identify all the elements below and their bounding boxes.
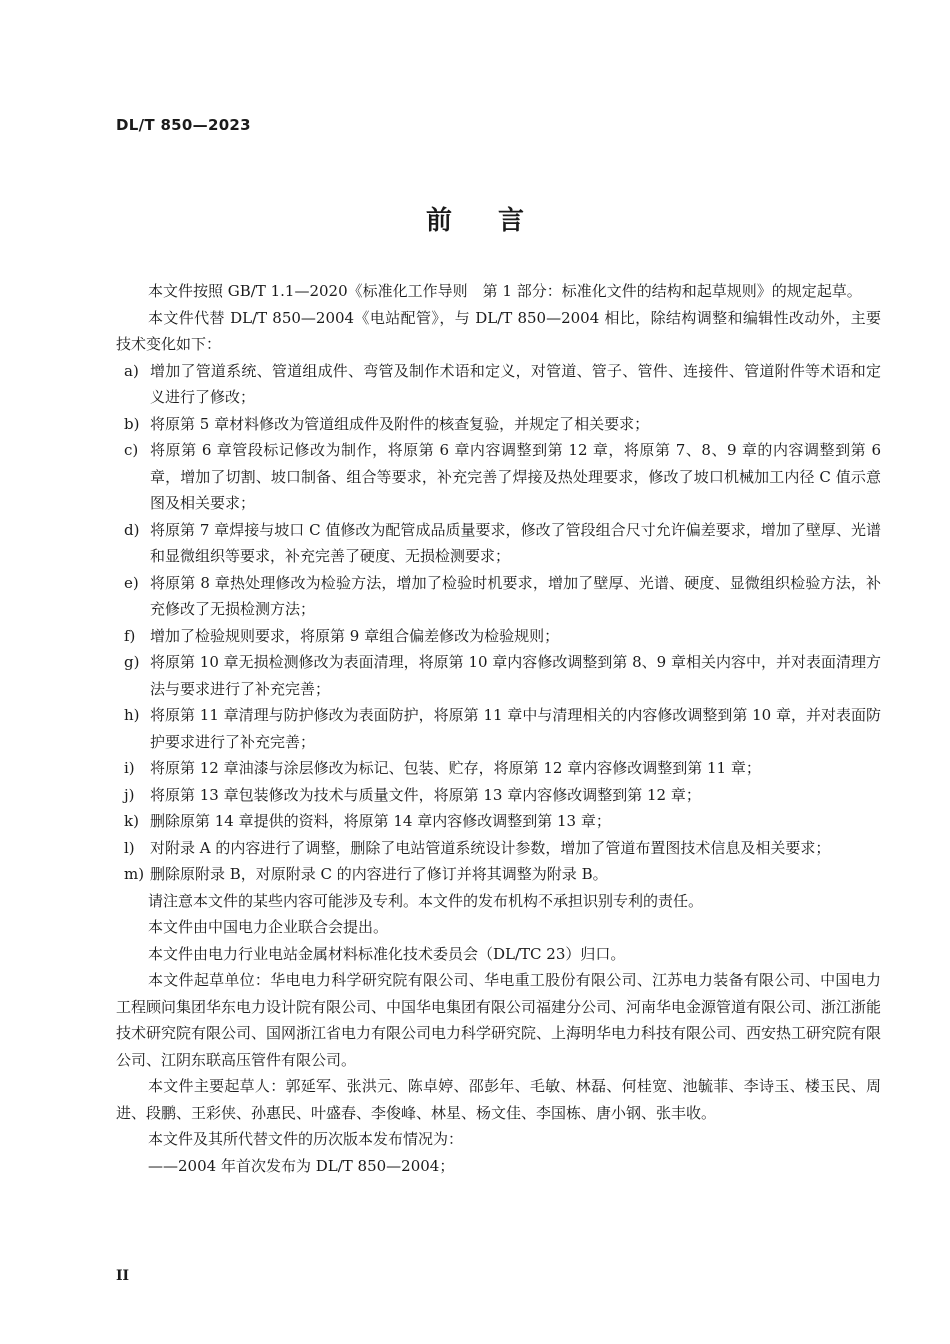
list-item-text: 将原第 5 章材料修改为管道组成件及附件的核查复验，并规定了相关要求； bbox=[150, 414, 650, 433]
list-item-text: 将原第 13 章包装修改为技术与质量文件，将原第 13 章内容修改调整到第 12 章； bbox=[150, 785, 701, 804]
list-item-text: 将原第 11 章清理与防护修改为表面防护，将原第 11 章中与清理相关的内容修改调整到第 10 章，并对表面防护要求进行了补充完善； bbox=[150, 706, 881, 751]
list-item-text: 将原第 6 章管段标记修改为制作，将原第 6 章内容调整到第 12 章，将原第 7、8、9 章的内容调整到第 6 章，增加了切割、坡口制备、组合等要求，补充完善了焊接及热处理要求，修改了坡口机械加工内径 C 值示意图及相关要求； bbox=[150, 441, 881, 512]
list-item-text: 增加了检验规则要求，将原第 9 章组合偏差修改为检验规则； bbox=[150, 626, 560, 645]
list-marker: j) bbox=[124, 785, 135, 804]
list-item bbox=[116, 835, 881, 862]
page-number: II bbox=[116, 1268, 130, 1284]
list-marker: i) bbox=[124, 759, 135, 777]
list-item bbox=[116, 702, 881, 755]
list-item bbox=[116, 782, 881, 809]
list-item bbox=[116, 437, 881, 517]
list-item-text: 增加了管道系统、管道组成件、弯管及制作术语和定义，对管道、管子、管件、连接件、管道附件等术语和定义进行了修改； bbox=[150, 361, 881, 406]
list-item bbox=[116, 755, 881, 782]
intro-paragraph: 本文件代替 DL/T 850—2004《电站配管》，与 DL/T 850—2004 相比，除结构调整和编辑性改动外，主要技术变化如下： bbox=[116, 308, 881, 353]
version-history-heading: 本文件及其所代替文件的历次版本发布情况为： bbox=[148, 1130, 464, 1148]
list-marker: f) bbox=[124, 626, 136, 645]
list-item-text: 将原第 10 章无损检测修改为表面清理，将原第 10 章内容修改调整到第 8、9 章相关内容中，并对表面清理方法与要求进行了补充完善； bbox=[150, 653, 881, 698]
list-marker: m) bbox=[124, 865, 145, 883]
patent-notice: 请注意本文件的某些内容可能涉及专利。本文件的发布机构不承担识别专利的责任。 bbox=[148, 891, 704, 910]
change-list bbox=[116, 358, 881, 888]
page-title: 前言 bbox=[425, 206, 570, 236]
drafting-organizations: 本文件起草单位：华电电力科学研究院有限公司、华电重工股份有限公司、江苏电力装备有限公司、中国电力工程顾问集团华东电力设计院有限公司、中国华电集团有限公司福建分公司、河南华电金源管道有限公司、浙江浙能技术研究院有限公司、国网浙江省电力有限公司电力科学研究院、上海明华电力科技有限公司、西安热工研究院有限公司、江阴东联高压管件有限公司。 bbox=[116, 971, 882, 1069]
list-marker: k) bbox=[124, 812, 139, 830]
version-history-item: ——2004 年首次发布为 DL/T 850—2004； bbox=[148, 1156, 455, 1175]
list-item bbox=[116, 411, 881, 438]
list-marker: c) bbox=[124, 441, 139, 459]
proposer-statement: 本文件由中国电力企业联合会提出。 bbox=[148, 918, 389, 936]
list-marker: l) bbox=[124, 838, 135, 857]
list-item-text: 将原第 8 章热处理修改为检验方法，增加了检验时机要求，增加了壁厚、光谱、硬度、显微组织检验方法，补充修改了无损检测方法； bbox=[150, 573, 881, 618]
list-marker: d) bbox=[124, 520, 140, 539]
document-body bbox=[116, 278, 881, 1179]
intro-paragraph: 本文件按照 GB/T 1.1—2020《标准化工作导则 第 1 部分：标准化文件的结构和起草规则》的规定起草。 bbox=[148, 282, 862, 300]
document-code: DL/T 850—2023 bbox=[116, 116, 251, 134]
committee-statement: 本文件由电力行业电站金属材料标准化技术委员会（DL/TC 23）归口。 bbox=[148, 944, 626, 963]
list-item-text: 对附录 A 的内容进行了调整，删除了电站管道系统设计参数，增加了管道布置图技术信息及相关要求； bbox=[150, 838, 831, 857]
list-item bbox=[116, 358, 881, 411]
list-marker: h) bbox=[124, 706, 140, 724]
list-item-text: 删除原附录 B，对原附录 C 的内容进行了修订并将其调整为附录 B。 bbox=[150, 865, 608, 883]
list-item-text: 将原第 7 章焊接与坡口 C 值修改为配管成品质量要求，修改了管段组合尺寸允许偏差要求，增加了壁厚、光谱和显微组织等要求，补充完善了硬度、无损检测要求； bbox=[150, 520, 881, 565]
list-item bbox=[116, 517, 881, 570]
list-marker: e) bbox=[124, 573, 139, 592]
list-item bbox=[116, 808, 881, 835]
list-item bbox=[116, 570, 881, 623]
main-drafters: 本文件主要起草人：郭延军、张洪元、陈卓婷、邵彭年、毛敏、林磊、何桂宽、池毓菲、李诗玉、楼玉民、周进、段鹏、王彩侠、孙惠民、叶盛春、李俊峰、林星、杨文佳、李国栋、唐小钢、张丰收。 bbox=[116, 1077, 881, 1122]
list-marker: a) bbox=[124, 361, 139, 380]
list-item bbox=[116, 861, 881, 888]
list-item bbox=[116, 649, 881, 702]
list-item bbox=[116, 623, 881, 650]
list-item-text: 删除原第 14 章提供的资料，将原第 14 章内容修改调整到第 13 章； bbox=[150, 812, 611, 830]
list-item-text: 将原第 12 章油漆与涂层修改为标记、包装、贮存，将原第 12 章内容修改调整到第 11 章； bbox=[150, 759, 761, 777]
list-marker: g) bbox=[124, 653, 140, 671]
list-marker: b) bbox=[124, 414, 140, 433]
